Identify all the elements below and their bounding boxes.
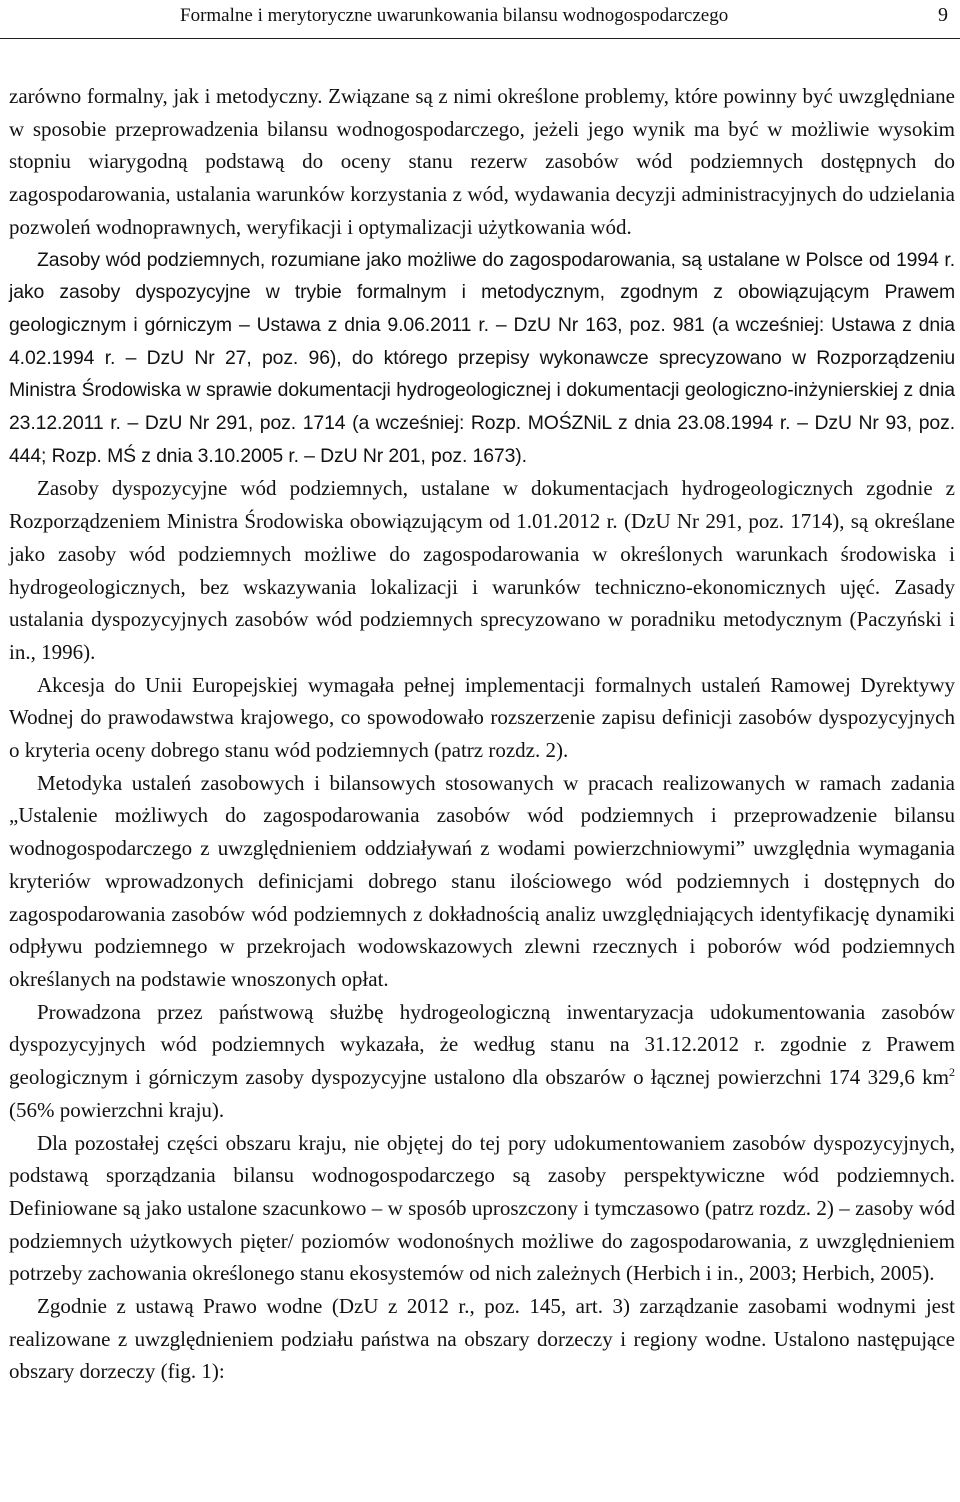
paragraph-2: Zasoby wód podziemnych, rozumiane jako możliwe do zagospodarowania, są ustalane w Polsce od 1994 r. jako zasoby dyspozycyjne w trybie formalnym i metodycznym, zgodnym z obowiązującym Prawem geologicznym i górniczym – Ustawa z dnia 9.06.2011 r. – DzU Nr 163, poz. 981 (a wcześniej: Ustawa z dnia 4.02.1994 r. – DzU Nr 27, poz. 96), do którego przepisy wykonawcze sprecyzowano w Rozporządzeniu Ministra Środowiska w sprawie dokumentacji hydrogeologicznej i dokumentacji geologiczno-inżynierskiej z dnia 23.12.2011 r. – DzU Nr 291, poz. 1714 (a wcześniej: Rozp. MOŚZNiL z dnia 23.08.1994 r. – DzU Nr 93, poz. 444; Rozp. MŚ z dnia 3.10.2005 r. – DzU Nr 201, poz. 1673). (9, 248, 955, 467)
paragraph-7: Dla pozostałej części obszaru kraju, nie objętej do tej pory udokumentowaniem zasobów dyspozycyjnych, podstawą sporządzania bilansu wodnogospodarczego są zasoby perspektywiczne wód podziemnych. Definiowane są jako ustalone szacunkowo – w sposób uproszczony i tymczasowo (patrz rozdz. 2) – zasoby wód podziemnych użytkowych pięter/ poziomów wodonośnych możliwe do zagospodarowania, z uwzględnieniem potrzeby zachowania określonego stanu ekosystemów od nich zależnych (Herbich i in., 2003; Herbich, 2005). (9, 1130, 955, 1286)
superscript-2: 2 (949, 1065, 955, 1080)
paragraph-6 (9, 996, 955, 1127)
paragraph-1: zarówno formalny, jak i metodyczny. Związane są z nimi określone problemy, które powinny być uwzględniane w sposobie przeprowadzenia bilansu wodnogospodarczego, jeżeli jego wynik ma być w możliwie wysokim stopniu wiarygodną podstawą do oceny stanu rezerw zasobów wód podziemnych dostępnych do zagospodarowania, ustalania warunków korzystania z wód, wydawania decyzji administracyjnych do udzielania pozwoleń wodnoprawnych, weryfikacji i optymalizacji użytkowania wód. (9, 84, 955, 239)
running-header (0, 0, 960, 39)
paragraph-6-text: Prowadzona przez państwową służbę hydrogeologiczną inwentaryzacja udokumentowania zasobów dyspozycyjnych wód podziemnych wykazała, że według stanu na 31.12.2012 r. zgodnie z Prawem geologicznym i górniczym zasoby dyspozycyjne ustalono dla obszarów o łącznej powierzchni 174 329,6 km (9, 999, 955, 1090)
body-text (9, 80, 955, 1388)
paragraph-4: Akcesja do Unii Europejskiej wymagała pełnej implementacji formalnych ustaleń Ramowej Dyrektywy Wodnej do prawodawstwa krajowego, co spowodowało rozszerzenie zapisu definicji zasobów dyspozycyjnych o kryteria oceny dobrego stanu wód podziemnych (patrz rozdz. 2). (9, 672, 955, 763)
paragraph-6-tail: (56% powierzchni kraju). (9, 1097, 225, 1122)
page-number: 9 (938, 4, 948, 26)
paragraph-5: Metodyka ustaleń zasobowych i bilansowych stosowanych w pracach realizowanych w ramach zadania „Ustalenie możliwych do zagospodarowania zasobów wód podziemnych i przeprowadzenie bilansu wodnogospodarczego z uwzględnieniem oddziaływań z wodami powierzchniowymi” uwzględnia wymagania kryteriów wprowadzonych definicjami dobrego stanu ilościowego wód podziemnych i dostępnych do zagospodarowania zasobów wód podziemnych z dokładnością analiz uwzględniających identyfikację dynamiki odpływu podziemnego w przekrojach wodowskazowych zlewni rzecznych i poborów wód podziemnych określanych na podstawie wnoszonych opłat. (9, 770, 955, 991)
paragraph-8: Zgodnie z ustawą Prawo wodne (DzU z 2012 r., poz. 145, art. 3) zarządzanie zasobami wodnymi jest realizowane z uwzględnieniem podziału państwa na obszary dorzeczy i regiony wodne. Ustalono następujące obszary dorzeczy (fig. 1): (9, 1294, 955, 1384)
paragraph-3: Zasoby dyspozycyjne wód podziemnych, ustalane w dokumentacjach hydrogeologicznych zgodnie z Rozporządzeniem Ministra Środowiska obowiązującym od 1.01.2012 r. (DzU Nr 291, poz. 1714), są określane jako zasoby wód podziemnych możliwe do zagospodarowania w określonych warunkach środowiska i hydrogeologicznych, bez wskazywania lokalizacji i warunków techniczno-ekonomicznych ujęć. Zasady ustalania dyspozycyjnych zasobów wód podziemnych sprecyzowano w poradniku metodycznym (Paczyński i in., 1996). (9, 476, 955, 664)
running-title: Formalne i merytoryczne uwarunkowania bilansu wodnogospodarczego (180, 5, 729, 26)
